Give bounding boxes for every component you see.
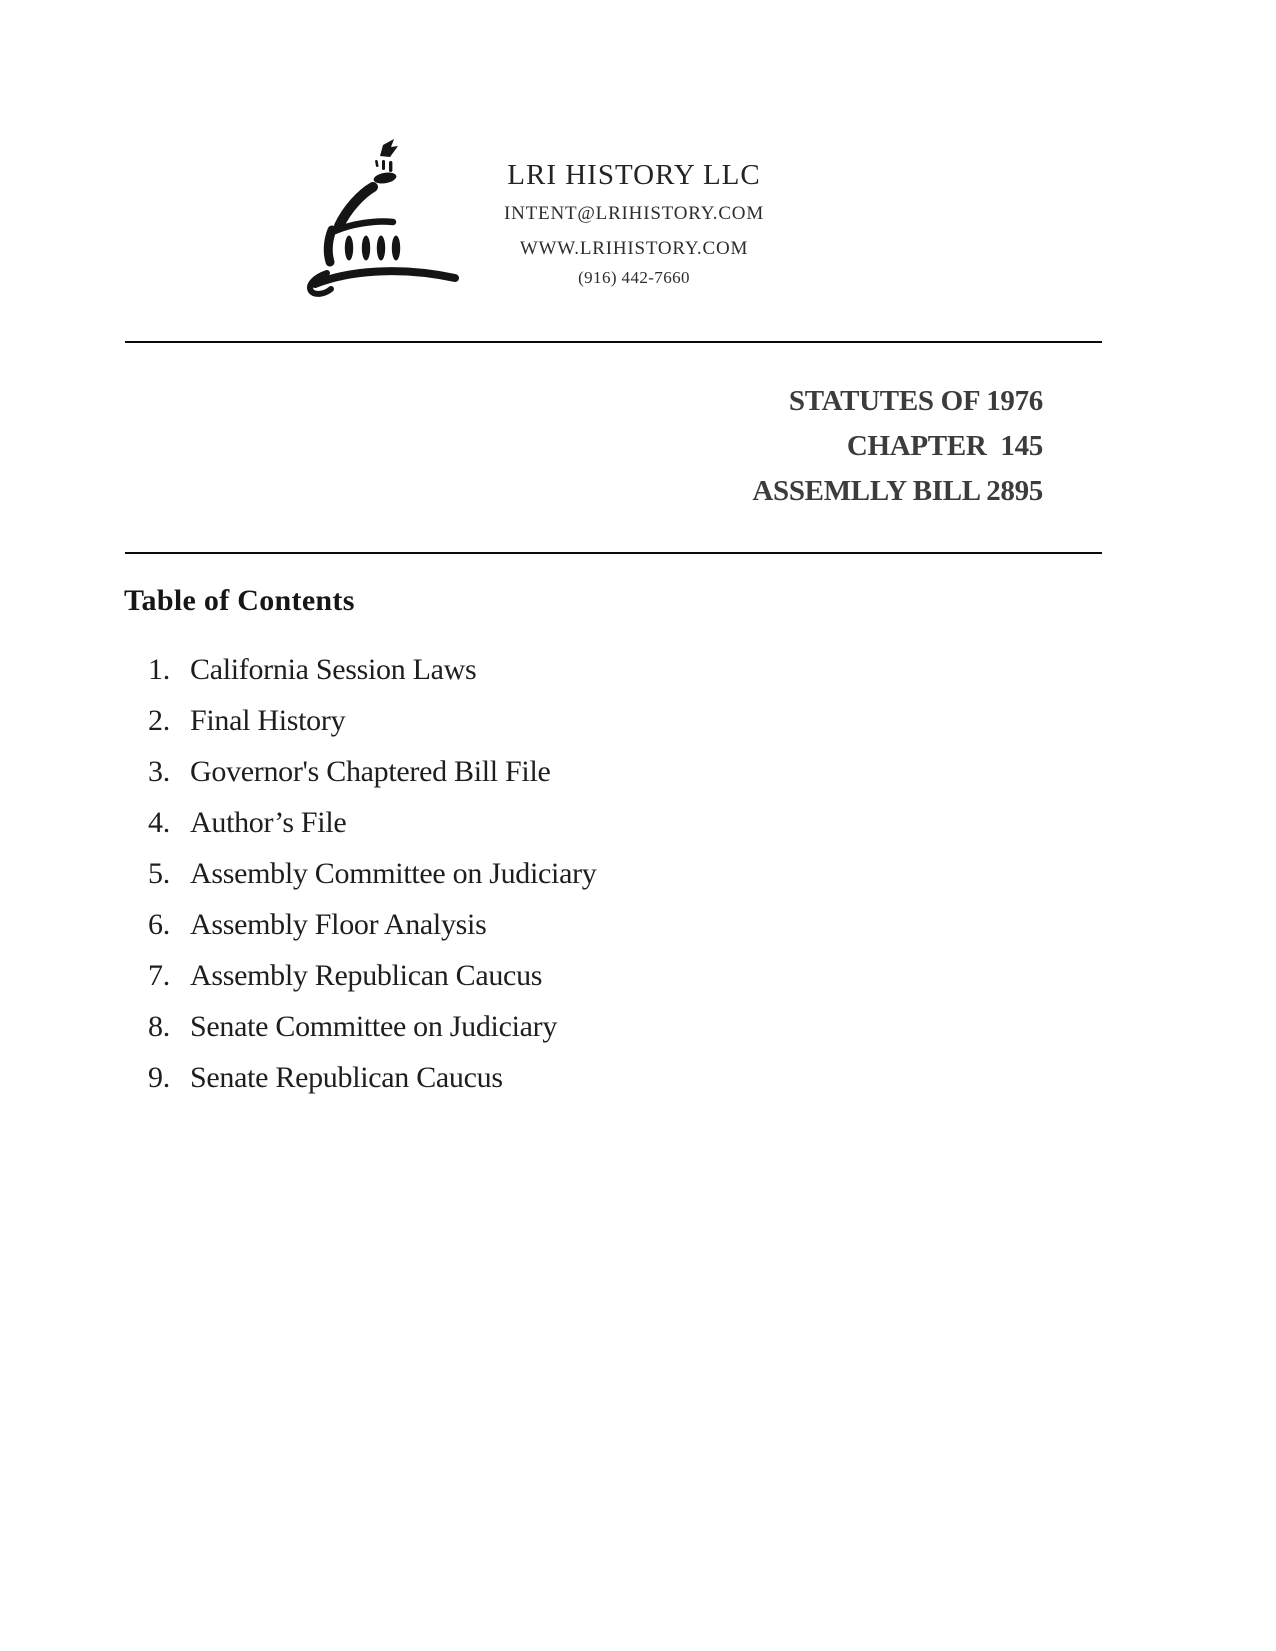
toc-item-authors-file — [148, 797, 596, 848]
toc-item-assembly-floor-analysis — [148, 899, 596, 950]
toc-item-number: 4. — [148, 806, 170, 839]
toc-item-label: Assembly Committee on Judiciary — [190, 857, 597, 890]
company-website: WWW.LRIHISTORY.COM — [519, 238, 749, 259]
toc-heading: Table of Contents — [124, 584, 355, 617]
toc-item-label: California Session Laws — [190, 653, 477, 686]
toc-item-label: Final History — [190, 704, 346, 737]
toc-item-label: Assembly Republican Caucus — [190, 959, 543, 992]
toc-item-label: Senate Republican Caucus — [190, 1061, 503, 1094]
statute-chapter-line: CHAPTER 145 — [846, 430, 1043, 462]
toc-item-label: Author’s File — [190, 806, 347, 839]
toc-item-assembly-committee-judiciary — [148, 848, 596, 899]
company-email: INTENT@LRIHISTORY.COM — [503, 203, 765, 224]
company-name: LRI HISTORY LLC — [507, 159, 761, 191]
toc-item-number: 2. — [148, 704, 170, 737]
toc-item-california-session-laws — [148, 644, 596, 695]
statute-bill-line: ASSEMLLY BILL 2895 — [752, 475, 1043, 507]
toc-item-senate-republican-caucus — [148, 1052, 596, 1103]
toc-item-governors-chaptered-bill-file — [148, 746, 596, 797]
divider-top — [125, 341, 1102, 343]
toc-item-number: 8. — [148, 1010, 170, 1043]
toc-item-number: 1. — [148, 653, 170, 686]
toc-item-assembly-republican-caucus — [148, 950, 596, 1001]
toc-item-number: 3. — [148, 755, 170, 788]
toc-item-final-history — [148, 695, 596, 746]
toc-item-number: 6. — [148, 908, 170, 941]
toc-item-number: 5. — [148, 857, 170, 890]
statute-year-line: STATUTES OF 1976 — [788, 385, 1043, 417]
toc-item-number: 7. — [148, 959, 170, 992]
toc-item-number: 9. — [148, 1061, 170, 1094]
statute-title-block — [752, 379, 1043, 514]
toc-item-label: Senate Committee on Judiciary — [190, 1010, 558, 1043]
divider-bottom — [125, 552, 1102, 554]
toc-list — [148, 644, 596, 1103]
company-phone: (916) 442-7660 — [578, 268, 690, 287]
toc-item-senate-committee-judiciary — [148, 1001, 596, 1052]
toc-item-label: Assembly Floor Analysis — [190, 908, 487, 941]
toc-item-label: Governor's Chaptered Bill File — [190, 755, 551, 788]
